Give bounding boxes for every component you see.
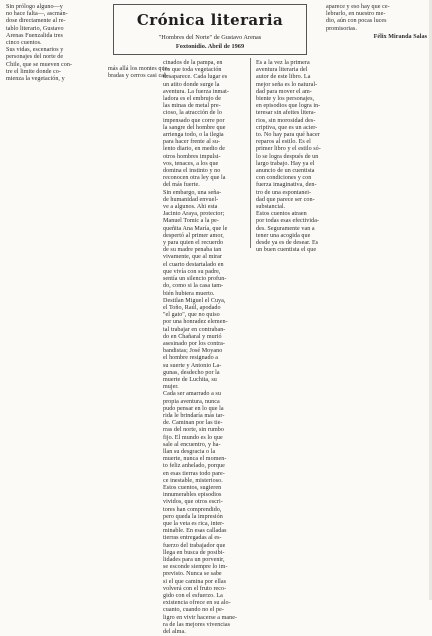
column-2-text: más allá los montes que- bradas y cerros casi cal-: [108, 66, 170, 80]
article-title: Crónica literaria: [136, 11, 284, 29]
byline: "Hombres del Norte" de Gustavo Arenas: [158, 34, 262, 41]
column-5-text: aparece y eso hay que ce- lebrarlo, en nuestro me- dio, aún con pocas luces promisorias.: [326, 4, 390, 32]
header-box: [113, 4, 307, 55]
column-divider: [250, 58, 251, 248]
column-4-text: Es a la vez la primera aventura literaria del autor de este libro. La mejor seña es lo natural- dad para mover el am- biente y los personajes, en episodios que logra in- teresar sin afeites litera- rios, sin morosidad des- criptiva, que es un acier- to. No hay para qué hacer reparos al estilo. Es el primer libro y el estilo só- lo se logra después de un largo trabajo. Hay ya el anuncio de un cuentista con condiciones y con fuerza imaginativa, den- tro de una espontanei- dad que parece ser con- substancial. Estos cuentos atraen por todas esas efectivida- des. Seguramente van a tener una acogida que desde ya es de desear. Es un buen cuentista el que: [256, 60, 321, 254]
column-3-text: cinados de la pampa, en los que toda vegetación desaparece. Cada lugar es un atito donde surge la aventura. La fuerza inmat- ladora es el embrujo de las minas de metal pre- cioso, la atracción de lo impensado que corre por la sangre del hombre que arrienga todo, o la ilegia para hacer frente al su- lento diario, en medio de otros hombres impulsi- vos, tenaces, a los que domina el instinto y no reconocen otra ley que la del más fuerte. Sin embargo, una seña- de humanidad envuel- ve a algunos. Ahi esta Jacinto Araya, protector; Manuel Tomic a la pe- queñita Ana María, que le despertó al primer amor, y para quien el recuerdo de su madre penaba tan vivamente, que al mirar el cuarto destartalado en que vivía con su padre, sentía un silencio profun- do, como si la casa tam- bién hubiera muerto. Destilan Miguel el Cuya, el Toño, Raúl, apodado "el gato", que no quiso por una honradez elemen- tal trabajar en contraban- do en Chañaral y murió asesinado por los contra- bandistas; José Moyano el hombre resignado a su suerte y Antonio La- gunas, desdecho por la muerte de Luchita, su mujer. Cada ser amarrado a su propia aventura, nunca pudo pensar en lo que la rida le brindaría más tar- de. Caminan por las tie- rras del norte, sin rumbo fijo. El mundo es lo que sale al encuentro, y ha- llan su desgracia o la muerte, nunca el momen- to feliz anhelado, porque en esas tierras todo pare- ce inestable, misterioso. Estos cuentos, sugieren innumerables episodios vividos, que otros escri- tores han comprendido, pero queda la impresión que la veta es rica, inter- minable. En esas calladas tierras entregadas al es- fuerzo del trabajador que llega en busca de posibi- lidades para un porvenir, se esconde siempre lo im- previsto. Nunca se sabe si el que camina por ellas volverá con el fruto reco- gido con el esfuerzo. La existencia ofrece en su alo- cuanto, cuando no el pe- ligro en vivir hacerse a mane- ra de las mejores vivencias del alma.: [163, 60, 238, 636]
column-1-text: Sin prólogo alguno—y no hace falta—, ascmán- dose directamente al re- tablo literario, Gustavo Arenas Fuenzalida tres cinco cuentos. Sus vidas, escenarios y personajes del norte de Chile, que se mueven con- tre el limite donde co- mienza la vegetación, y: [6, 4, 73, 83]
author-signature: Félix Miranda Salas: [373, 34, 427, 40]
dateline: Foxtonidio. Abril de 1969: [175, 43, 245, 50]
